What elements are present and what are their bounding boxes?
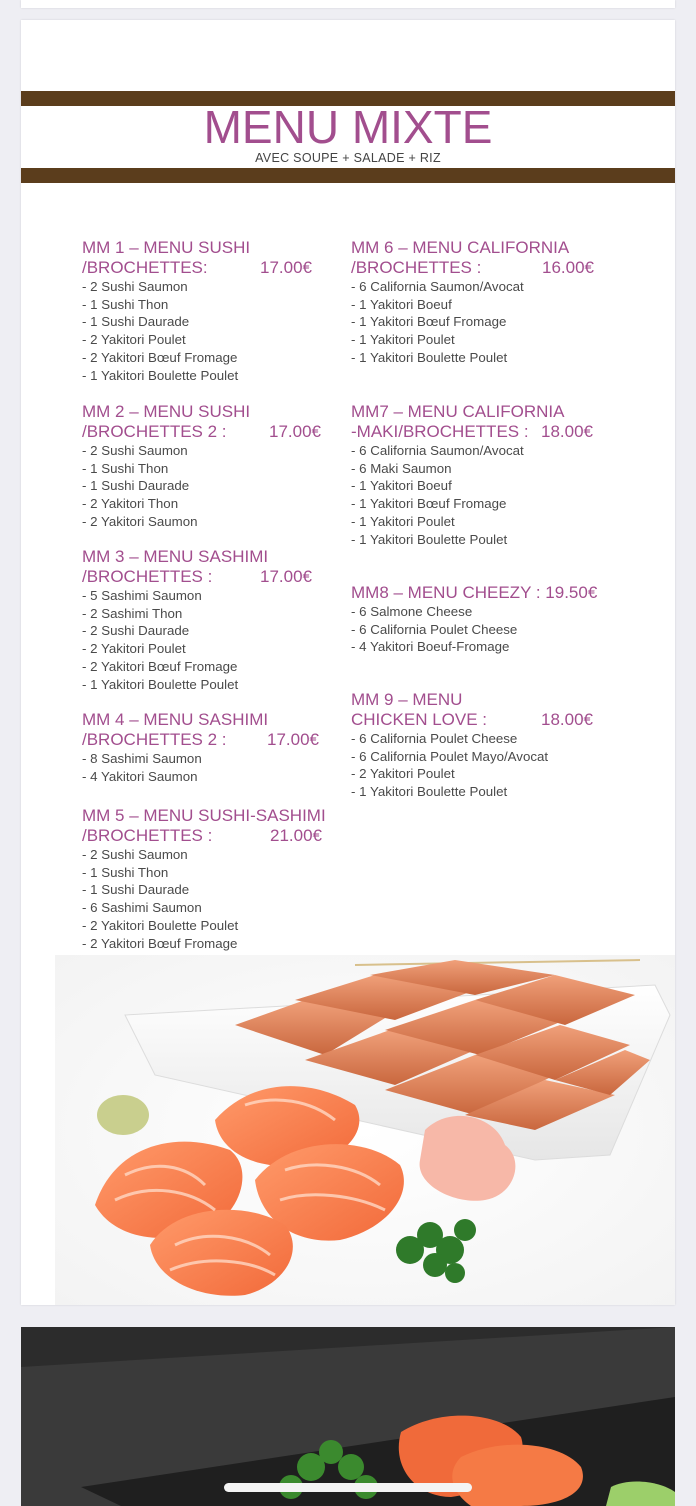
menu-line-item: - 6 California Saumon/Avocat [351, 279, 524, 294]
menu-heading [82, 547, 342, 587]
menu-line-item: - 4 Yakitori Boeuf-Fromage [351, 639, 510, 655]
menu-item-mm1 [82, 238, 342, 384]
menu-items-list [82, 750, 342, 785]
menu-mixte-card [21, 20, 675, 1305]
menu-line-item: - 1 Sushi Thon [82, 460, 169, 476]
menu-item-mm6 [351, 238, 611, 367]
menu-items-list [351, 278, 611, 367]
menu-item-mm5 [82, 806, 342, 952]
menu-line-item: - 1 Yakitori Boulette Poulet [351, 531, 508, 547]
menu-line-item: - 2 Yakitori Poulet [351, 766, 455, 782]
menu-heading-line2: -MAKI/BROCHETTES : [351, 422, 529, 441]
menu-line-item: - 4 Yakitori Saumon [82, 768, 198, 784]
menu-line-item: - 1 Yakitori Boulette Poulet [82, 676, 239, 692]
menu-items-list [82, 278, 342, 384]
page-subtitle: AVEC SOUPE + SALADE + RIZ [255, 151, 441, 165]
menu-heading-line2: /BROCHETTES : [82, 826, 213, 845]
menu-heading-line1: MM 1 – MENU SUSHI [82, 238, 251, 257]
menu-items-list [82, 587, 342, 693]
menu-line-item: - 6 California Poulet Cheese [351, 731, 518, 746]
menu-heading [82, 402, 342, 442]
menu-heading [351, 690, 611, 730]
menu-line-item: - 2 Sushi Saumon [82, 847, 188, 862]
menu-price: 17.00€ [260, 567, 312, 586]
menu-line-item: - 2 Yakitori Thon [82, 496, 179, 512]
menu-heading-line2: /BROCHETTES: [82, 258, 208, 277]
menu-line-item: - 2 Sashimi Thon [82, 605, 183, 621]
menu-item-mm3 [82, 547, 342, 693]
menu-line-item: - 6 California Poulet Mayo/Avocat [351, 748, 549, 764]
menu-item-mm8 [351, 583, 611, 656]
menu-line-item: - 1 Sushi Daurade [82, 882, 190, 898]
menu-line-item: - 5 Sashimi Saumon [82, 588, 202, 603]
menu-line-item: - 6 California Poulet Cheese [351, 621, 518, 637]
menu-item-mm4 [82, 710, 342, 785]
menu-heading-line2: /BROCHETTES 2 : [82, 422, 227, 441]
menu-price: 16.00€ [542, 258, 594, 277]
menu-line-item: - 6 California Saumon/Avocat [351, 443, 524, 458]
menu-line-item: - 2 Yakitori Boulette Poulet [82, 917, 239, 933]
menu-heading-line2: /BROCHETTES : [351, 258, 482, 277]
menu-line-item: - 2 Sushi Saumon [82, 279, 188, 294]
menu-item-mm2 [82, 402, 342, 531]
menu-line-item: - 2 Yakitori Saumon [82, 513, 198, 529]
menu-price: 18.00€ [541, 710, 593, 729]
menu-line-item: - 1 Yakitori Bœuf Fromage [351, 314, 507, 330]
menu-heading-line1: MM 6 – MENU CALIFORNIA [351, 238, 570, 257]
previous-card-edge [21, 0, 675, 8]
menu-line-item: - 6 Salmone Cheese [351, 604, 473, 619]
menu-heading-line1: MM 3 – MENU SASHIMI [82, 547, 269, 566]
menu-items-list [351, 730, 611, 801]
menu-line-item: - 1 Sushi Daurade [82, 478, 190, 494]
menu-line-item: - 6 Sashimi Saumon [82, 900, 202, 916]
menu-heading-line1: MM 9 – MENU [351, 690, 463, 709]
menu-price: 17.00€ [269, 422, 321, 441]
page-title: MENU MIXTE [203, 101, 493, 153]
menu-line-item: - 1 Sushi Thon [82, 864, 169, 880]
menu-line-item: - 1 Yakitori Boeuf [351, 296, 452, 312]
menu-line-item: - 1 Sushi Daurade [82, 314, 190, 330]
menu-heading [82, 806, 342, 846]
menu-items-list [351, 442, 611, 548]
menu-heading-line2: /BROCHETTES : [82, 567, 213, 586]
menu-line-item: - 6 Maki Saumon [351, 460, 452, 476]
menu-heading-title: MM8 – MENU CHEEZY : [351, 583, 541, 602]
menu-line-item: - 2 Yakitori Poulet [82, 332, 186, 348]
menu-line-item: - 2 Yakitori Poulet [82, 641, 186, 657]
menu-line-item: - 1 Yakitori Poulet [351, 332, 455, 348]
menu-heading-line1: MM7 – MENU CALIFORNIA [351, 402, 565, 421]
menu-price: 21.00€ [270, 826, 322, 845]
menu-item-mm7 [351, 402, 611, 548]
next-card-photo [21, 1327, 675, 1506]
menu-heading [82, 710, 342, 750]
menu-items-list [82, 846, 342, 952]
menu-heading [351, 238, 611, 278]
menu-line-item: - 1 Yakitori Poulet [351, 513, 455, 529]
menu-line-item: - 2 Yakitori Bœuf Fromage [82, 935, 238, 951]
menu-items-list [82, 442, 342, 531]
menu-price: 18.00€ [541, 422, 593, 441]
menu-line-item: - 2 Yakitori Bœuf Fromage [82, 349, 238, 365]
menu-heading-line2: /BROCHETTES 2 : [82, 730, 227, 749]
menu-line-item: - 1 Yakitori Bœuf Fromage [351, 496, 507, 512]
menu-heading-line2: CHICKEN LOVE : [351, 710, 488, 729]
menu-line-item: - 1 Yakitori Boulette Poulet [82, 367, 239, 383]
menu-heading [82, 238, 342, 278]
menu-line-item: - 1 Sushi Thon [82, 296, 169, 312]
menu-heading-line1: MM 2 – MENU SUSHI [82, 402, 251, 421]
header-band-bottom [21, 168, 675, 183]
menu-line-item: - 2 Sushi Daurade [82, 623, 190, 639]
home-indicator-bar[interactable] [224, 1483, 472, 1492]
menu-line-item: - 8 Sashimi Saumon [82, 751, 202, 766]
menu-heading-line1 [351, 583, 611, 603]
menu-price: 17.00€ [267, 730, 319, 749]
next-menu-card [21, 1327, 675, 1506]
menu-line-item: - 1 Yakitori Boulette Poulet [351, 784, 508, 800]
menu-item-mm9 [351, 690, 611, 801]
menu-price: 17.00€ [260, 258, 312, 277]
menu-line-item: - 2 Yakitori Bœuf Fromage [82, 658, 238, 674]
menu-heading [351, 583, 611, 603]
menu-line-item: - 1 Yakitori Boulette Poulet [351, 349, 508, 365]
menu-line-item: - 1 Yakitori Boeuf [351, 478, 452, 494]
menu-items-list [351, 603, 611, 656]
menu-line-item: - 2 Sushi Saumon [82, 443, 188, 458]
menu-price: 19.50€ [545, 583, 598, 602]
salmon-sashimi-yakitori-photo [55, 955, 675, 1305]
menu-heading-line1: MM 5 – MENU SUSHI-SASHIMI [82, 806, 326, 825]
menu-heading [351, 402, 611, 442]
menu-heading-line1: MM 4 – MENU SASHIMI [82, 710, 269, 729]
